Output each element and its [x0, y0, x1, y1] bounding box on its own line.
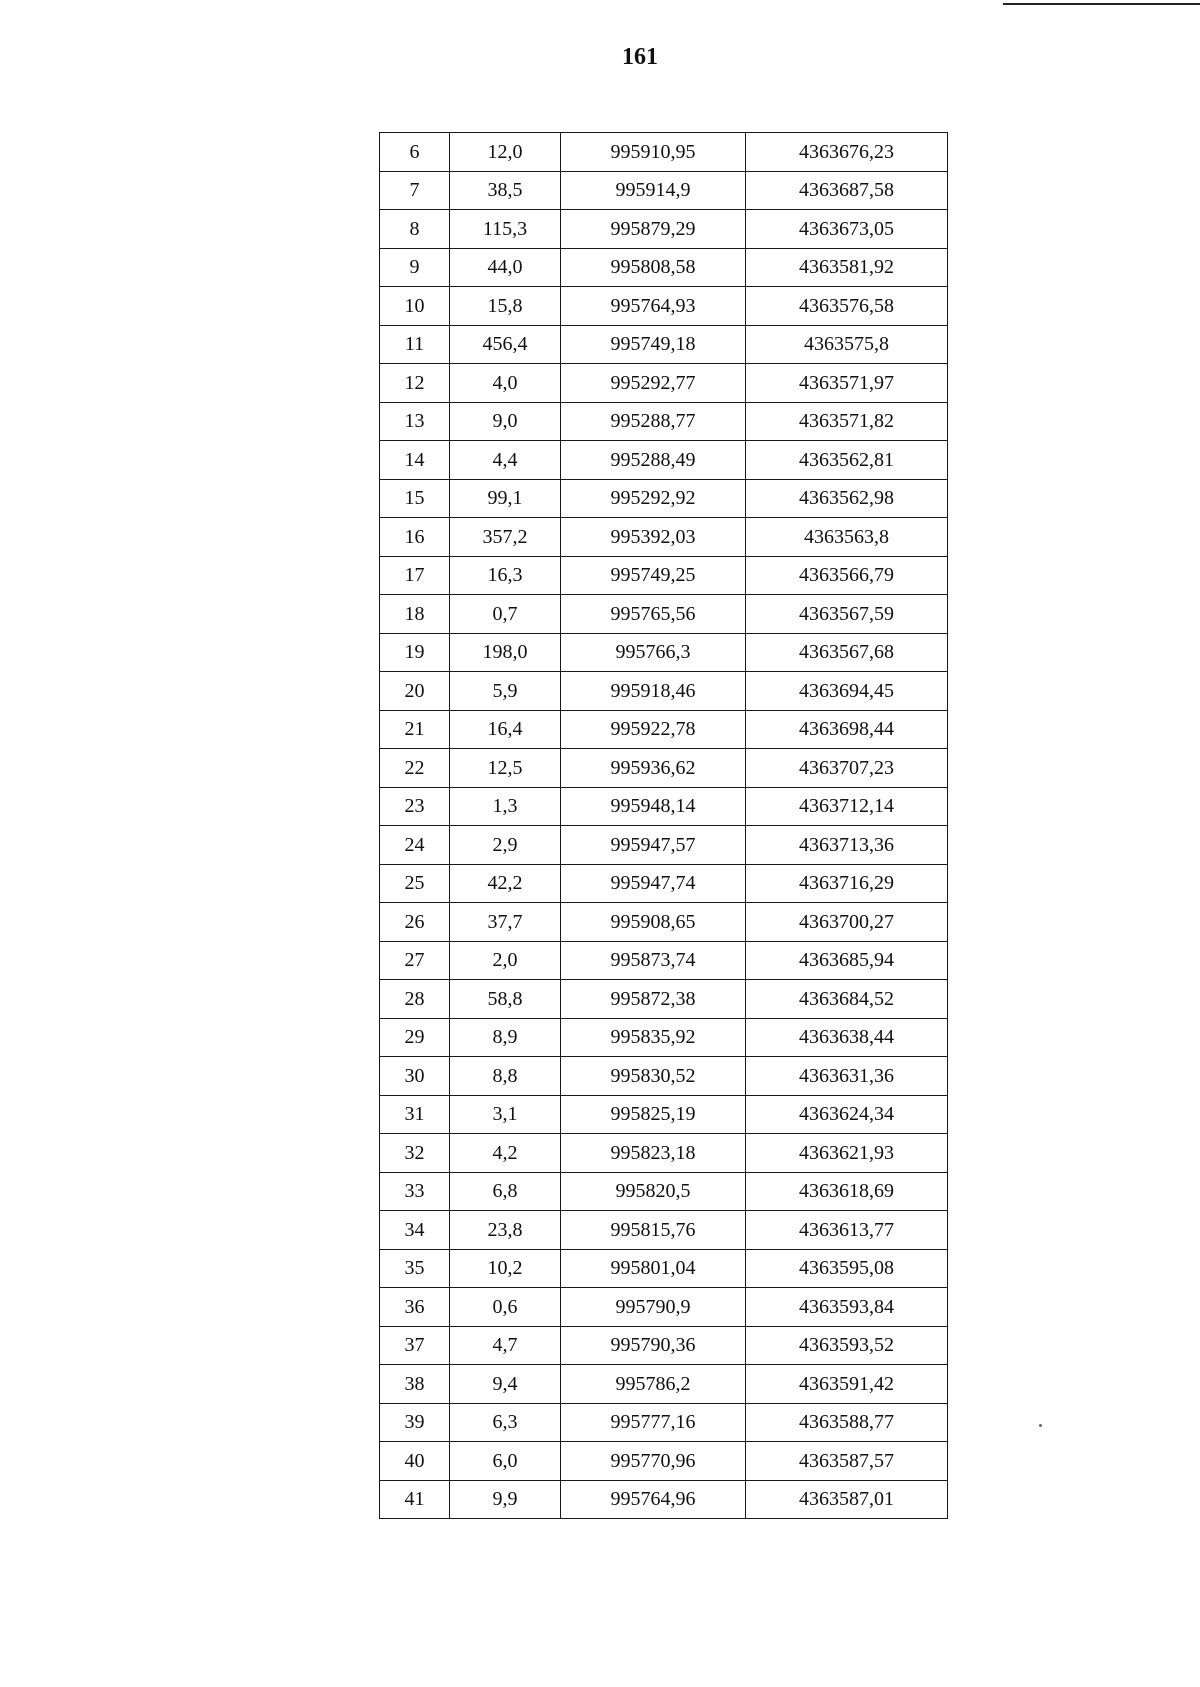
point-number-cell: 14 — [380, 441, 450, 480]
distance-cell: 15,8 — [450, 287, 561, 326]
point-number-cell: 9 — [380, 248, 450, 287]
x-coordinate-cell: 995790,36 — [561, 1326, 746, 1365]
page-number: 161 — [622, 44, 658, 70]
distance-cell: 42,2 — [450, 864, 561, 903]
x-coordinate-cell: 995749,25 — [561, 556, 746, 595]
coordinates-table — [379, 132, 948, 1519]
table-row — [380, 1211, 948, 1250]
table-row — [380, 248, 948, 287]
distance-cell: 9,9 — [450, 1480, 561, 1519]
table-row — [380, 1326, 948, 1365]
x-coordinate-cell: 995918,46 — [561, 672, 746, 711]
y-coordinate-cell: 4363567,59 — [746, 595, 948, 634]
y-coordinate-cell: 4363712,14 — [746, 787, 948, 826]
top-rule — [1003, 3, 1200, 5]
point-number-cell: 12 — [380, 364, 450, 403]
x-coordinate-cell: 995825,19 — [561, 1095, 746, 1134]
distance-cell: 2,9 — [450, 826, 561, 865]
y-coordinate-cell: 4363707,23 — [746, 749, 948, 788]
table-row — [380, 1057, 948, 1096]
table-row — [380, 980, 948, 1019]
distance-cell: 44,0 — [450, 248, 561, 287]
y-coordinate-cell: 4363587,01 — [746, 1480, 948, 1519]
y-coordinate-cell: 4363684,52 — [746, 980, 948, 1019]
x-coordinate-cell: 995873,74 — [561, 941, 746, 980]
x-coordinate-cell: 995292,77 — [561, 364, 746, 403]
distance-cell: 4,0 — [450, 364, 561, 403]
table-row — [380, 133, 948, 172]
distance-cell: 2,0 — [450, 941, 561, 980]
table-row — [380, 171, 948, 210]
y-coordinate-cell: 4363700,27 — [746, 903, 948, 942]
y-coordinate-cell: 4363673,05 — [746, 210, 948, 249]
distance-cell: 9,4 — [450, 1365, 561, 1404]
table-row — [380, 749, 948, 788]
point-number-cell: 13 — [380, 402, 450, 441]
point-number-cell: 8 — [380, 210, 450, 249]
distance-cell: 6,3 — [450, 1403, 561, 1442]
table-row — [380, 518, 948, 557]
y-coordinate-cell: 4363676,23 — [746, 133, 948, 172]
distance-cell: 4,4 — [450, 441, 561, 480]
y-coordinate-cell: 4363576,58 — [746, 287, 948, 326]
distance-cell: 23,8 — [450, 1211, 561, 1250]
point-number-cell: 23 — [380, 787, 450, 826]
point-number-cell: 7 — [380, 171, 450, 210]
point-number-cell: 16 — [380, 518, 450, 557]
y-coordinate-cell: 4363571,82 — [746, 402, 948, 441]
y-coordinate-cell: 4363563,8 — [746, 518, 948, 557]
table-row — [380, 325, 948, 364]
x-coordinate-cell: 995292,92 — [561, 479, 746, 518]
distance-cell: 16,4 — [450, 710, 561, 749]
x-coordinate-cell: 995815,76 — [561, 1211, 746, 1250]
distance-cell: 38,5 — [450, 171, 561, 210]
table-row — [380, 633, 948, 672]
x-coordinate-cell: 995786,2 — [561, 1365, 746, 1404]
table-row — [380, 441, 948, 480]
table-row — [380, 941, 948, 980]
distance-cell: 456,4 — [450, 325, 561, 364]
y-coordinate-cell: 4363685,94 — [746, 941, 948, 980]
point-number-cell: 18 — [380, 595, 450, 634]
table-row — [380, 787, 948, 826]
point-number-cell: 11 — [380, 325, 450, 364]
distance-cell: 99,1 — [450, 479, 561, 518]
y-coordinate-cell: 4363621,93 — [746, 1134, 948, 1173]
distance-cell: 357,2 — [450, 518, 561, 557]
point-number-cell: 25 — [380, 864, 450, 903]
y-coordinate-cell: 4363687,58 — [746, 171, 948, 210]
distance-cell: 5,9 — [450, 672, 561, 711]
y-coordinate-cell: 4363716,29 — [746, 864, 948, 903]
y-coordinate-cell: 4363618,69 — [746, 1172, 948, 1211]
y-coordinate-cell: 4363571,97 — [746, 364, 948, 403]
y-coordinate-cell: 4363581,92 — [746, 248, 948, 287]
point-number-cell: 39 — [380, 1403, 450, 1442]
y-coordinate-cell: 4363595,08 — [746, 1249, 948, 1288]
point-number-cell: 15 — [380, 479, 450, 518]
distance-cell: 3,1 — [450, 1095, 561, 1134]
point-number-cell: 19 — [380, 633, 450, 672]
x-coordinate-cell: 995808,58 — [561, 248, 746, 287]
x-coordinate-cell: 995766,3 — [561, 633, 746, 672]
y-coordinate-cell: 4363593,84 — [746, 1288, 948, 1327]
x-coordinate-cell: 995823,18 — [561, 1134, 746, 1173]
x-coordinate-cell: 995765,56 — [561, 595, 746, 634]
table-row — [380, 1095, 948, 1134]
y-coordinate-cell: 4363638,44 — [746, 1018, 948, 1057]
point-number-cell: 24 — [380, 826, 450, 865]
x-coordinate-cell: 995820,5 — [561, 1172, 746, 1211]
y-coordinate-cell: 4363562,98 — [746, 479, 948, 518]
table-row — [380, 479, 948, 518]
x-coordinate-cell: 995947,57 — [561, 826, 746, 865]
point-number-cell: 21 — [380, 710, 450, 749]
y-coordinate-cell: 4363713,36 — [746, 826, 948, 865]
point-number-cell: 35 — [380, 1249, 450, 1288]
scan-speck — [1039, 1424, 1042, 1427]
table-row — [380, 1480, 948, 1519]
x-coordinate-cell: 995749,18 — [561, 325, 746, 364]
distance-cell: 6,8 — [450, 1172, 561, 1211]
x-coordinate-cell: 995770,96 — [561, 1442, 746, 1481]
point-number-cell: 34 — [380, 1211, 450, 1250]
table-row — [380, 826, 948, 865]
y-coordinate-cell: 4363566,79 — [746, 556, 948, 595]
y-coordinate-cell: 4363567,68 — [746, 633, 948, 672]
x-coordinate-cell: 995910,95 — [561, 133, 746, 172]
y-coordinate-cell: 4363587,57 — [746, 1442, 948, 1481]
distance-cell: 4,2 — [450, 1134, 561, 1173]
point-number-cell: 41 — [380, 1480, 450, 1519]
point-number-cell: 27 — [380, 941, 450, 980]
y-coordinate-cell: 4363588,77 — [746, 1403, 948, 1442]
x-coordinate-cell: 995790,9 — [561, 1288, 746, 1327]
x-coordinate-cell: 995764,93 — [561, 287, 746, 326]
table-row — [380, 1249, 948, 1288]
x-coordinate-cell: 995288,49 — [561, 441, 746, 480]
x-coordinate-cell: 995879,29 — [561, 210, 746, 249]
distance-cell: 6,0 — [450, 1442, 561, 1481]
distance-cell: 12,0 — [450, 133, 561, 172]
distance-cell: 58,8 — [450, 980, 561, 1019]
point-number-cell: 31 — [380, 1095, 450, 1134]
table-row — [380, 710, 948, 749]
x-coordinate-cell: 995777,16 — [561, 1403, 746, 1442]
point-number-cell: 22 — [380, 749, 450, 788]
distance-cell: 1,3 — [450, 787, 561, 826]
distance-cell: 10,2 — [450, 1249, 561, 1288]
y-coordinate-cell: 4363624,34 — [746, 1095, 948, 1134]
table-row — [380, 595, 948, 634]
distance-cell: 0,7 — [450, 595, 561, 634]
x-coordinate-cell: 995922,78 — [561, 710, 746, 749]
point-number-cell: 17 — [380, 556, 450, 595]
point-number-cell: 26 — [380, 903, 450, 942]
x-coordinate-cell: 995947,74 — [561, 864, 746, 903]
table-row — [380, 1365, 948, 1404]
table-row — [380, 864, 948, 903]
x-coordinate-cell: 995835,92 — [561, 1018, 746, 1057]
table-row — [380, 903, 948, 942]
distance-cell: 8,9 — [450, 1018, 561, 1057]
table-row — [380, 1442, 948, 1481]
point-number-cell: 32 — [380, 1134, 450, 1173]
y-coordinate-cell: 4363562,81 — [746, 441, 948, 480]
table-row — [380, 556, 948, 595]
x-coordinate-cell: 995288,77 — [561, 402, 746, 441]
x-coordinate-cell: 995764,96 — [561, 1480, 746, 1519]
table-row — [380, 402, 948, 441]
point-number-cell: 30 — [380, 1057, 450, 1096]
coordinates-table-body — [380, 133, 948, 1519]
y-coordinate-cell: 4363613,77 — [746, 1211, 948, 1250]
y-coordinate-cell: 4363591,42 — [746, 1365, 948, 1404]
point-number-cell: 38 — [380, 1365, 450, 1404]
x-coordinate-cell: 995936,62 — [561, 749, 746, 788]
table-row — [380, 1018, 948, 1057]
x-coordinate-cell: 995801,04 — [561, 1249, 746, 1288]
point-number-cell: 28 — [380, 980, 450, 1019]
distance-cell: 0,6 — [450, 1288, 561, 1327]
distance-cell: 12,5 — [450, 749, 561, 788]
point-number-cell: 36 — [380, 1288, 450, 1327]
point-number-cell: 6 — [380, 133, 450, 172]
point-number-cell: 29 — [380, 1018, 450, 1057]
distance-cell: 4,7 — [450, 1326, 561, 1365]
table-row — [380, 287, 948, 326]
distance-cell: 37,7 — [450, 903, 561, 942]
x-coordinate-cell: 995872,38 — [561, 980, 746, 1019]
table-row — [380, 672, 948, 711]
x-coordinate-cell: 995948,14 — [561, 787, 746, 826]
point-number-cell: 33 — [380, 1172, 450, 1211]
point-number-cell: 10 — [380, 287, 450, 326]
point-number-cell: 40 — [380, 1442, 450, 1481]
point-number-cell: 37 — [380, 1326, 450, 1365]
table-row — [380, 1288, 948, 1327]
table-row — [380, 1403, 948, 1442]
table-row — [380, 210, 948, 249]
distance-cell: 198,0 — [450, 633, 561, 672]
table-row — [380, 1172, 948, 1211]
y-coordinate-cell: 4363694,45 — [746, 672, 948, 711]
y-coordinate-cell: 4363698,44 — [746, 710, 948, 749]
x-coordinate-cell: 995908,65 — [561, 903, 746, 942]
y-coordinate-cell: 4363593,52 — [746, 1326, 948, 1365]
distance-cell: 16,3 — [450, 556, 561, 595]
y-coordinate-cell: 4363631,36 — [746, 1057, 948, 1096]
distance-cell: 115,3 — [450, 210, 561, 249]
x-coordinate-cell: 995830,52 — [561, 1057, 746, 1096]
x-coordinate-cell: 995914,9 — [561, 171, 746, 210]
x-coordinate-cell: 995392,03 — [561, 518, 746, 557]
point-number-cell: 20 — [380, 672, 450, 711]
distance-cell: 8,8 — [450, 1057, 561, 1096]
table-row — [380, 1134, 948, 1173]
table-row — [380, 364, 948, 403]
distance-cell: 9,0 — [450, 402, 561, 441]
y-coordinate-cell: 4363575,8 — [746, 325, 948, 364]
